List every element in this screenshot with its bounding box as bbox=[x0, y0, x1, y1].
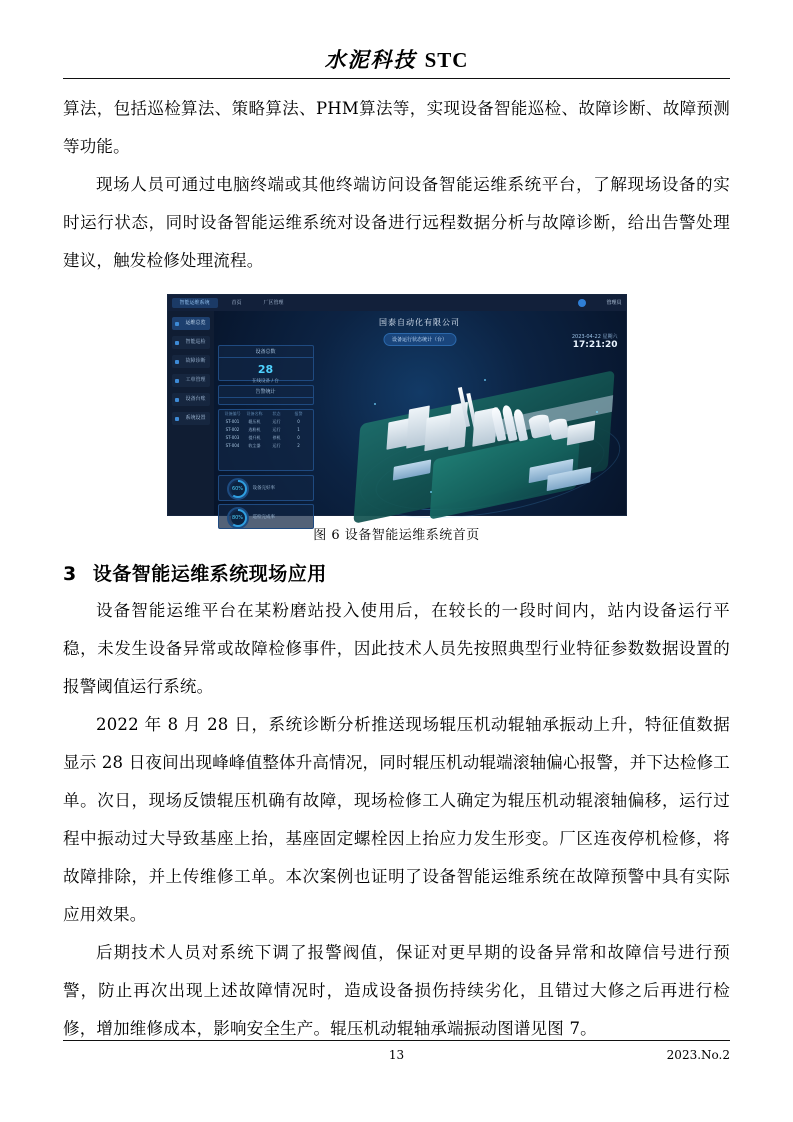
cell: 停机 bbox=[272, 435, 281, 440]
sidebar-item-label: 智能巡检 bbox=[185, 339, 206, 345]
panel-alarm-count bbox=[218, 385, 314, 405]
spark bbox=[374, 403, 376, 405]
spark bbox=[596, 411, 598, 413]
column-header: 状态 bbox=[272, 411, 281, 416]
gauge-ring bbox=[227, 478, 249, 500]
tab-home[interactable]: 首页 bbox=[231, 300, 242, 306]
table-row[interactable] bbox=[219, 442, 313, 450]
app-sidebar bbox=[168, 311, 215, 515]
cell: 辊压机 bbox=[248, 419, 261, 424]
sidebar-item-label: 运维总览 bbox=[185, 320, 206, 326]
panel-value: 28 bbox=[257, 363, 274, 376]
storage-tank bbox=[548, 417, 570, 440]
gear-icon bbox=[175, 417, 179, 421]
spark bbox=[484, 379, 486, 381]
clock-label: 17:21:20 bbox=[572, 340, 618, 350]
workorder-icon bbox=[175, 379, 179, 383]
ledger-icon bbox=[175, 398, 179, 402]
cell: 1 bbox=[297, 427, 300, 432]
app-main bbox=[214, 311, 626, 521]
panel-device-count bbox=[218, 345, 314, 384]
inspection-icon bbox=[175, 341, 179, 345]
column-header: 设备编号 bbox=[224, 411, 241, 416]
gauge-value: 60% bbox=[231, 482, 245, 496]
sidebar-item-label: 工单管理 bbox=[185, 377, 206, 383]
cell: 2 bbox=[297, 443, 300, 448]
section-heading bbox=[63, 559, 730, 586]
cell: 运行 bbox=[272, 427, 281, 432]
table-row[interactable] bbox=[219, 434, 313, 442]
paragraph-1: 算法，包括巡检算法、策略算法、PHM算法等，实现设备智能巡检、故障诊断、故障预测等功能。 bbox=[63, 99, 730, 156]
date-label: 2023-04-22 星期六 bbox=[571, 334, 618, 340]
overview-icon bbox=[175, 322, 179, 326]
column-header: 报警 bbox=[294, 411, 303, 416]
figure-caption: 图 6 设备智能运维系统首页 bbox=[313, 528, 480, 543]
figure-6 bbox=[63, 294, 730, 543]
gauge-label: 设备完好率 bbox=[252, 486, 275, 491]
sidebar-item-settings[interactable] bbox=[172, 412, 210, 425]
avatar[interactable] bbox=[578, 299, 586, 307]
cell: 选粉机 bbox=[248, 427, 261, 432]
column-header: 设备名称 bbox=[246, 411, 263, 416]
sidebar-item-label: 设备台账 bbox=[185, 396, 206, 402]
cell: 0 bbox=[297, 419, 300, 424]
dashboard-screenshot bbox=[167, 294, 627, 521]
sidebar-item-overview[interactable] bbox=[172, 317, 210, 330]
footer-rule bbox=[63, 1040, 730, 1041]
panel-title: 设备总数 bbox=[219, 346, 313, 358]
main-title: 国泰自动化有限公司 bbox=[379, 318, 460, 327]
sidebar-item-workorder[interactable] bbox=[172, 374, 210, 387]
sidebar-item-ledger[interactable] bbox=[172, 393, 210, 406]
cell: ST-003 bbox=[225, 435, 240, 440]
sidebar-item-label: 系统设置 bbox=[185, 415, 206, 421]
app-topbar bbox=[168, 295, 626, 312]
topbar-user[interactable]: 管理员 bbox=[606, 300, 622, 306]
paragraph-3: 设备智能运维平台在某粉磨站投入使用后，在较长的一段时间内，站内设备运行平稳，未发生设备异常或故障检修事件，因此技术人员先按照典型行业特征参数数据设置的报警阈值运行系统。 bbox=[63, 601, 730, 696]
plant-3d-illustration bbox=[334, 359, 634, 509]
tab-plant[interactable]: 厂区管理 bbox=[263, 300, 284, 306]
status-pill[interactable]: 设备运行状态统计（台） bbox=[383, 333, 456, 346]
gauge-value: 80% bbox=[231, 511, 245, 525]
section-number: 3 bbox=[63, 563, 77, 585]
running-header bbox=[0, 44, 793, 74]
cell: ST-002 bbox=[225, 427, 240, 432]
gauge-ring bbox=[227, 507, 249, 529]
issue-label: 2023.No.2 bbox=[666, 1048, 730, 1062]
panel-gauge-1 bbox=[218, 475, 314, 501]
gauge-label: 巡检完成率 bbox=[252, 515, 275, 520]
paragraph-2: 现场人员可通过电脑终端或其他终端访问设备智能运维系统平台，了解现场设备的实时运行状态，同时设备智能运维系统对设备进行远程数据分析与故障诊断，给出告警处理建议，触发检修处理流程。 bbox=[63, 175, 730, 270]
sidebar-item-label: 故障诊断 bbox=[185, 358, 206, 364]
sidebar-item-diagnosis[interactable] bbox=[172, 355, 210, 368]
paragraph-5: 后期技术人员对系统下调了报警阀值，保证对更早期的设备异常和故障信号进行预警，防止再次出现上述故障情况时，造成设备损伤持续劣化，且错过大修之后再进行检修，增加维修成本，影响安全生产。辊压机动辊轴承端振动图谱见图 7。 bbox=[63, 943, 730, 1038]
journal-name-cn: 水泥科技 bbox=[324, 47, 417, 72]
spark bbox=[430, 491, 432, 493]
cell: ST-001 bbox=[225, 419, 240, 424]
cell: 运行 bbox=[272, 419, 281, 424]
cell: 提升机 bbox=[248, 435, 261, 440]
sidebar-item-inspection[interactable] bbox=[172, 336, 210, 349]
document-content bbox=[63, 90, 730, 1048]
panel-gauge-2 bbox=[218, 504, 314, 529]
cell: 0 bbox=[297, 435, 300, 440]
diagnosis-icon bbox=[175, 360, 179, 364]
cell: 收尘器 bbox=[248, 443, 261, 448]
panel-title: 告警统计 bbox=[219, 386, 313, 398]
page-number: 13 bbox=[388, 1048, 405, 1062]
cell: 运行 bbox=[272, 443, 281, 448]
table-header-row bbox=[219, 410, 313, 418]
panel-device-table bbox=[218, 409, 314, 471]
panel-subtitle: 在线设备 / 台 bbox=[252, 379, 279, 384]
cell: ST-004 bbox=[225, 443, 240, 448]
journal-name-abbr: STC bbox=[424, 48, 469, 72]
table-row[interactable] bbox=[219, 418, 313, 426]
header-rule bbox=[63, 78, 730, 79]
table-row[interactable] bbox=[219, 426, 313, 434]
storage-tank bbox=[527, 413, 551, 439]
app-logo: 智能运维系统 bbox=[172, 298, 218, 308]
section-title: 设备智能运维系统现场应用 bbox=[92, 563, 327, 585]
paragraph-4: 2022 年 8 月 28 日，系统诊断分析推送现场辊压机动辊轴承振动上升，特征值数据显示 28 日夜间出现峰峰值整体升高情况，同时辊压机动辊端滚轴偏心报警，并下达检修工单。次日，现场反馈辊压机确有故障，现场检修工人确定为辊压机动辊滚轴偏移，运行过程中振动过大导致基座上抬，基座固定螺栓因上抬应力发生形变。厂区连夜停机检修，将故障排除，并上传维修工单。本次案例也证明了设备智能运维系统在故障预警中具有实际应用效果。 bbox=[63, 715, 730, 924]
